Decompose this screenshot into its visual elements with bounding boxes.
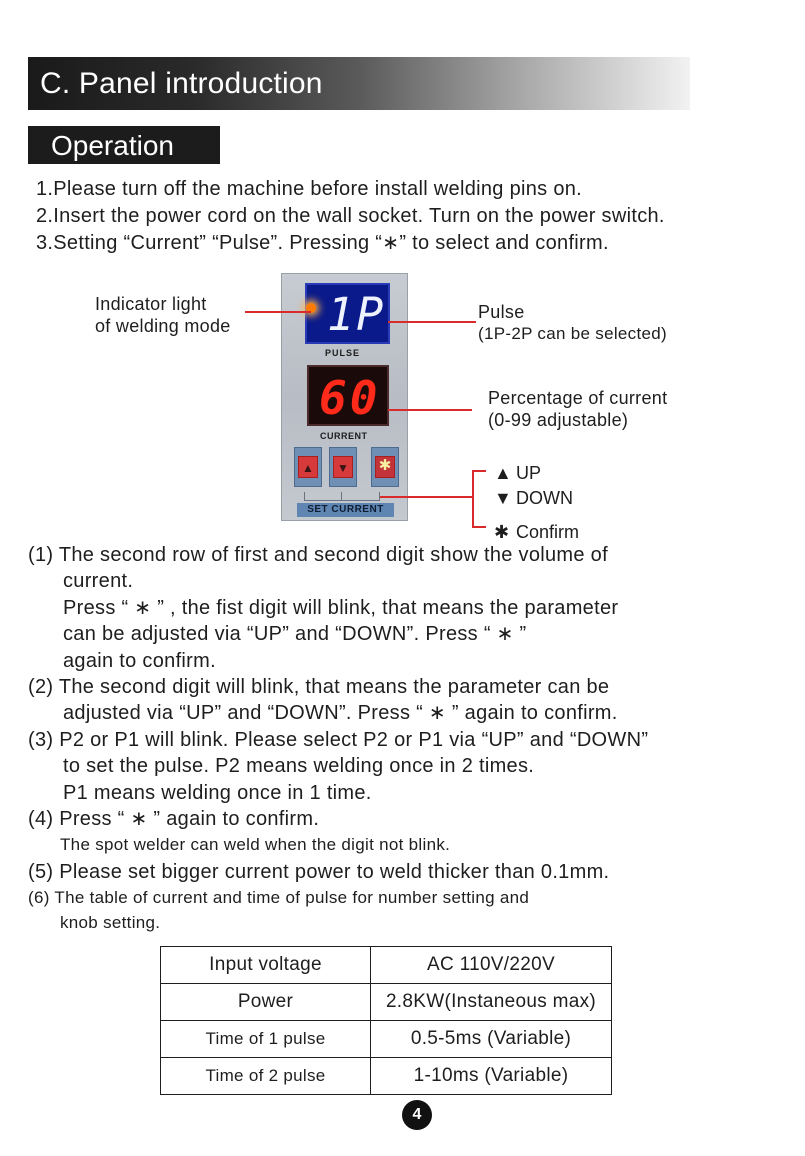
key-legend-confirm xyxy=(494,522,579,543)
table-cell-label: Input voltage xyxy=(161,947,371,984)
table-row xyxy=(161,1058,612,1095)
asterisk-icon: ✱ xyxy=(378,457,392,474)
indicator-leader-line xyxy=(245,311,311,313)
current-label: CURRENT xyxy=(320,431,368,441)
down-button xyxy=(329,447,357,487)
note-1-line: current. xyxy=(63,570,134,593)
down-arrow-icon: ▼ xyxy=(337,461,349,475)
keys-up-tick xyxy=(472,470,486,472)
current-leader-line xyxy=(388,409,472,411)
note-1-line: can be adjusted via “UP” and “DOWN”. Press “ ∗ ” xyxy=(63,623,527,646)
table-row xyxy=(161,984,612,1021)
button-bracket xyxy=(304,492,380,501)
step-item: 2.Insert the power cord on the wall socket. Turn on the power switch. xyxy=(36,205,665,227)
key-legend-down xyxy=(494,488,573,509)
table-cell-value: AC 110V/220V xyxy=(371,947,612,984)
subsection-header xyxy=(28,126,220,164)
note-6-line: (6) The table of current and time of pulse for number setting and xyxy=(28,888,530,908)
current-display xyxy=(307,365,389,426)
step-item: 1.Please turn off the machine before install welding pins on. xyxy=(36,178,583,200)
table-cell-value: 1-10ms (Variable) xyxy=(371,1058,612,1095)
section-title: C. Panel introduction xyxy=(40,67,323,100)
step-item: 3.Setting “Current” “Pulse”. Pressing “∗” to select and confirm. xyxy=(36,232,609,254)
up-triangle-icon: ▲ xyxy=(494,463,512,483)
pulse-annotation xyxy=(478,301,667,345)
table-cell-value: 0.5-5ms (Variable) xyxy=(371,1021,612,1058)
current-display-value: 60 xyxy=(319,371,381,425)
confirm-label: Confirm xyxy=(516,522,580,542)
keys-vertical-line xyxy=(472,470,474,527)
note-5-line: (5) Please set bigger current power to weld thicker than 0.1mm. xyxy=(28,860,610,883)
note-3-line: P1 means welding once in 1 time. xyxy=(63,781,372,804)
current-annotation-line2: (0-99 adjustable) xyxy=(488,410,629,430)
key-legend-up xyxy=(494,463,541,484)
table-cell-value: 2.8KW(Instaneous max) xyxy=(371,984,612,1021)
note-3-line: (3) P2 or P1 will blink. Please select P2 or P1 via “UP” and “DOWN” xyxy=(28,728,649,751)
pulse-label: PULSE xyxy=(325,348,361,358)
operation-notes xyxy=(28,542,648,934)
set-current-label: SET CURRENT xyxy=(297,503,394,517)
indicator-annotation-line1: Indicator light xyxy=(95,294,207,314)
pulse-annotation-line1: Pulse xyxy=(478,302,525,322)
asterisk-legend-icon: ✱ xyxy=(494,522,510,542)
indicator-annotation xyxy=(95,293,231,337)
operation-steps xyxy=(36,176,665,257)
pulse-leader-line xyxy=(388,321,476,323)
spec-table xyxy=(160,946,612,1095)
note-2-line: (2) The second digit will blink, that means the parameter can be xyxy=(28,676,610,699)
note-3-line: to set the pulse. P2 means welding once in 2 times. xyxy=(63,755,535,778)
confirm-button xyxy=(371,447,399,487)
note-4-line: The spot welder can weld when the digit not blink. xyxy=(60,835,451,855)
pulse-display-value: 1P xyxy=(327,288,386,341)
subsection-title: Operation xyxy=(51,130,174,161)
buttons-leader-line xyxy=(380,496,472,498)
keys-confirm-tick xyxy=(472,526,486,528)
indicator-annotation-line2: of welding mode xyxy=(95,316,231,336)
note-1-line: (1) The second row of first and second digit show the volume of xyxy=(28,544,608,566)
button-bracket-tick xyxy=(341,492,342,501)
down-triangle-icon: ▼ xyxy=(494,488,512,508)
table-row xyxy=(161,1021,612,1058)
note-2-line: adjusted via “UP” and “DOWN”. Press “ ∗ ” again to confirm. xyxy=(63,702,618,725)
pulse-display xyxy=(305,283,390,344)
current-annotation xyxy=(488,387,667,431)
table-cell-label: Time of 1 pulse xyxy=(161,1021,371,1058)
note-6-line: knob setting. xyxy=(60,912,161,932)
page-number: 4 xyxy=(402,1100,432,1130)
current-annotation-line1: Percentage of current xyxy=(488,388,668,408)
up-label: UP xyxy=(516,463,542,483)
table-cell-label: Power xyxy=(161,984,371,1021)
note-4-line: (4) Press “ ∗ ” again to confirm. xyxy=(28,808,320,831)
up-arrow-icon: ▲ xyxy=(302,461,314,475)
note-1-line: again to confirm. xyxy=(63,649,216,672)
pulse-annotation-line2: (1P-2P can be selected) xyxy=(478,324,667,343)
table-row xyxy=(161,947,612,984)
down-label: DOWN xyxy=(516,488,573,508)
up-button xyxy=(294,447,322,487)
section-header xyxy=(28,57,690,110)
table-cell-label: Time of 2 pulse xyxy=(161,1058,371,1095)
note-1-line: Press “ ∗ ” , the fist digit will blink, that means the parameter xyxy=(63,596,619,619)
